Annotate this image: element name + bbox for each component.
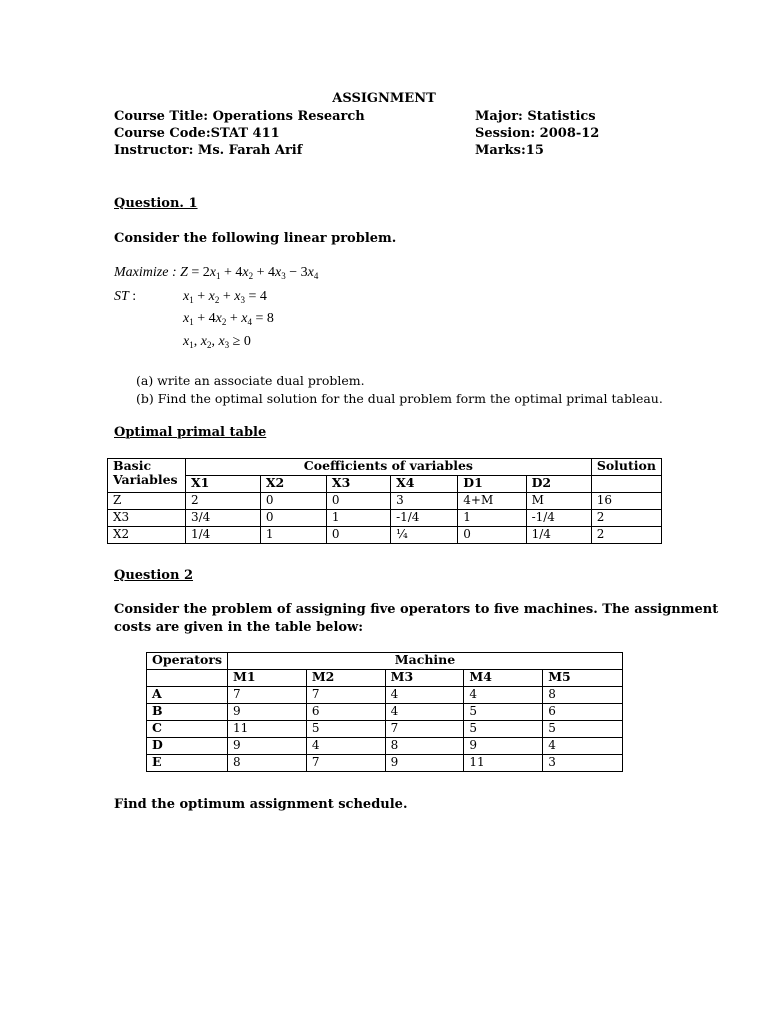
question-1-intro: Consider the following linear problem. <box>114 231 397 246</box>
table-cell: 5 <box>306 721 385 738</box>
optimal-primal-table <box>107 458 662 544</box>
column-header: M2 <box>306 670 385 687</box>
solution-cell: 2 <box>591 527 661 544</box>
part-b: (b) Find the optimal solution for the dual problem form the optimal primal tableau. <box>136 391 663 406</box>
table-cell: 7 <box>306 755 385 772</box>
question-2-heading: Question 2 <box>114 568 194 583</box>
column-header: M4 <box>464 670 543 687</box>
column-header: X3 <box>326 476 390 493</box>
table-row <box>108 493 662 510</box>
table-cell: 5 <box>464 721 543 738</box>
optimal-primal-table-title: Optimal primal table <box>114 425 267 440</box>
table-cell: 6 <box>306 704 385 721</box>
table-cell: 1 <box>326 510 390 527</box>
table-row <box>108 510 662 527</box>
column-header: X2 <box>260 476 326 493</box>
constraint-2: $x_1 + 4x_2 + x_4 = 8$ <box>183 311 274 327</box>
table-cell: 5 <box>464 704 543 721</box>
table-cell: 9 <box>385 755 464 772</box>
document-title: ASSIGNMENT <box>332 91 436 106</box>
machine-header: Machine <box>228 653 623 670</box>
table-cell: 1 <box>260 527 326 544</box>
table-cell: 2 <box>185 493 260 510</box>
marks: Marks:15 <box>475 143 544 158</box>
question-2-intro-line-1: Consider the problem of assigning five operators to five machines. The assignment <box>114 602 719 617</box>
table-row <box>147 755 623 772</box>
empty-cell <box>147 670 228 687</box>
question-1-heading: Question. 1 <box>114 196 198 211</box>
coefficients-header: Coefficients of variables <box>185 459 591 476</box>
operators-header: Operators <box>147 653 228 670</box>
objective-function: Maximize : $Z = 2x_1 + 4x_2 + 4x_3 - 3x_4$ <box>114 265 319 281</box>
table-cell: 1/4 <box>185 527 260 544</box>
column-header: M3 <box>385 670 464 687</box>
table-cell: 4+M <box>458 493 526 510</box>
table-cell: 3/4 <box>185 510 260 527</box>
table-cell: 4 <box>385 704 464 721</box>
table-cell: 4 <box>306 738 385 755</box>
table-cell: 0 <box>260 510 326 527</box>
table-cell: 11 <box>464 755 543 772</box>
operator-label: B <box>147 704 228 721</box>
table-cell: 9 <box>464 738 543 755</box>
table-cell: -1/4 <box>391 510 458 527</box>
column-header: M1 <box>228 670 307 687</box>
table-cell: 11 <box>228 721 307 738</box>
column-header: X4 <box>391 476 458 493</box>
st-label-line: ST : <box>114 289 137 304</box>
nonnegativity-constraint: $x_1$, $x_2$, $x_3 \ge 0$ <box>183 334 251 350</box>
table-cell: 7 <box>228 687 307 704</box>
operator-label: E <box>147 755 228 772</box>
table-cell: -1/4 <box>526 510 591 527</box>
column-header: D2 <box>526 476 591 493</box>
st-label: ST <box>114 289 129 304</box>
empty-cell <box>591 476 661 493</box>
table-cell: 0 <box>326 527 390 544</box>
part-a: (a) write an associate dual problem. <box>136 373 365 388</box>
table-cell: 7 <box>385 721 464 738</box>
table-cell: 4 <box>543 738 623 755</box>
operator-label: D <box>147 738 228 755</box>
operator-label: C <box>147 721 228 738</box>
major: Major: Statistics <box>475 109 596 124</box>
solution-header: Solution <box>591 459 661 476</box>
table-cell: 8 <box>543 687 623 704</box>
operator-label: A <box>147 687 228 704</box>
table-row <box>147 721 623 738</box>
basic-variables-header: Basic Variables <box>108 459 186 493</box>
table-cell: 0 <box>458 527 526 544</box>
solution-cell: 16 <box>591 493 661 510</box>
table-cell: 1 <box>458 510 526 527</box>
table-column-header-row <box>147 670 623 687</box>
instructor: Instructor: Ms. Farah Arif <box>114 143 303 158</box>
column-header: X1 <box>185 476 260 493</box>
column-header: M5 <box>543 670 623 687</box>
table-cell: 4 <box>385 687 464 704</box>
row-variable: Z <box>108 493 186 510</box>
table-cell: M <box>526 493 591 510</box>
row-variable: X2 <box>108 527 186 544</box>
table-cell: 9 <box>228 738 307 755</box>
table-cell: 6 <box>543 704 623 721</box>
table-header-row <box>147 653 623 670</box>
table-cell: 9 <box>228 704 307 721</box>
course-title: Course Title: Operations Research <box>114 109 365 124</box>
constraint-1: $x_1 + x_2 + x_3 = 4$ <box>183 289 267 305</box>
table-cell: 3 <box>391 493 458 510</box>
table-column-header-row <box>108 476 662 493</box>
table-cell: 8 <box>228 755 307 772</box>
table-cell: 3 <box>543 755 623 772</box>
table-cell: 8 <box>385 738 464 755</box>
table-header-row <box>108 459 662 476</box>
table-row <box>108 527 662 544</box>
solution-cell: 2 <box>591 510 661 527</box>
table-cell: 5 <box>543 721 623 738</box>
table-cell: ¼ <box>391 527 458 544</box>
closing-instruction: Find the optimum assignment schedule. <box>114 797 408 812</box>
table-cell: 0 <box>260 493 326 510</box>
course-code: Course Code:STAT 411 <box>114 126 280 141</box>
table-cell: 1/4 <box>526 527 591 544</box>
table-row <box>147 687 623 704</box>
session: Session: 2008-12 <box>475 126 600 141</box>
column-header: D1 <box>458 476 526 493</box>
question-2-intro-line-2: costs are given in the table below: <box>114 620 364 635</box>
row-variable: X3 <box>108 510 186 527</box>
maximize-label: Maximize <box>114 265 169 280</box>
table-cell: 4 <box>464 687 543 704</box>
table-cell: 7 <box>306 687 385 704</box>
assignment-cost-table <box>146 652 623 772</box>
table-cell: 0 <box>326 493 390 510</box>
table-row <box>147 704 623 721</box>
table-row <box>147 738 623 755</box>
